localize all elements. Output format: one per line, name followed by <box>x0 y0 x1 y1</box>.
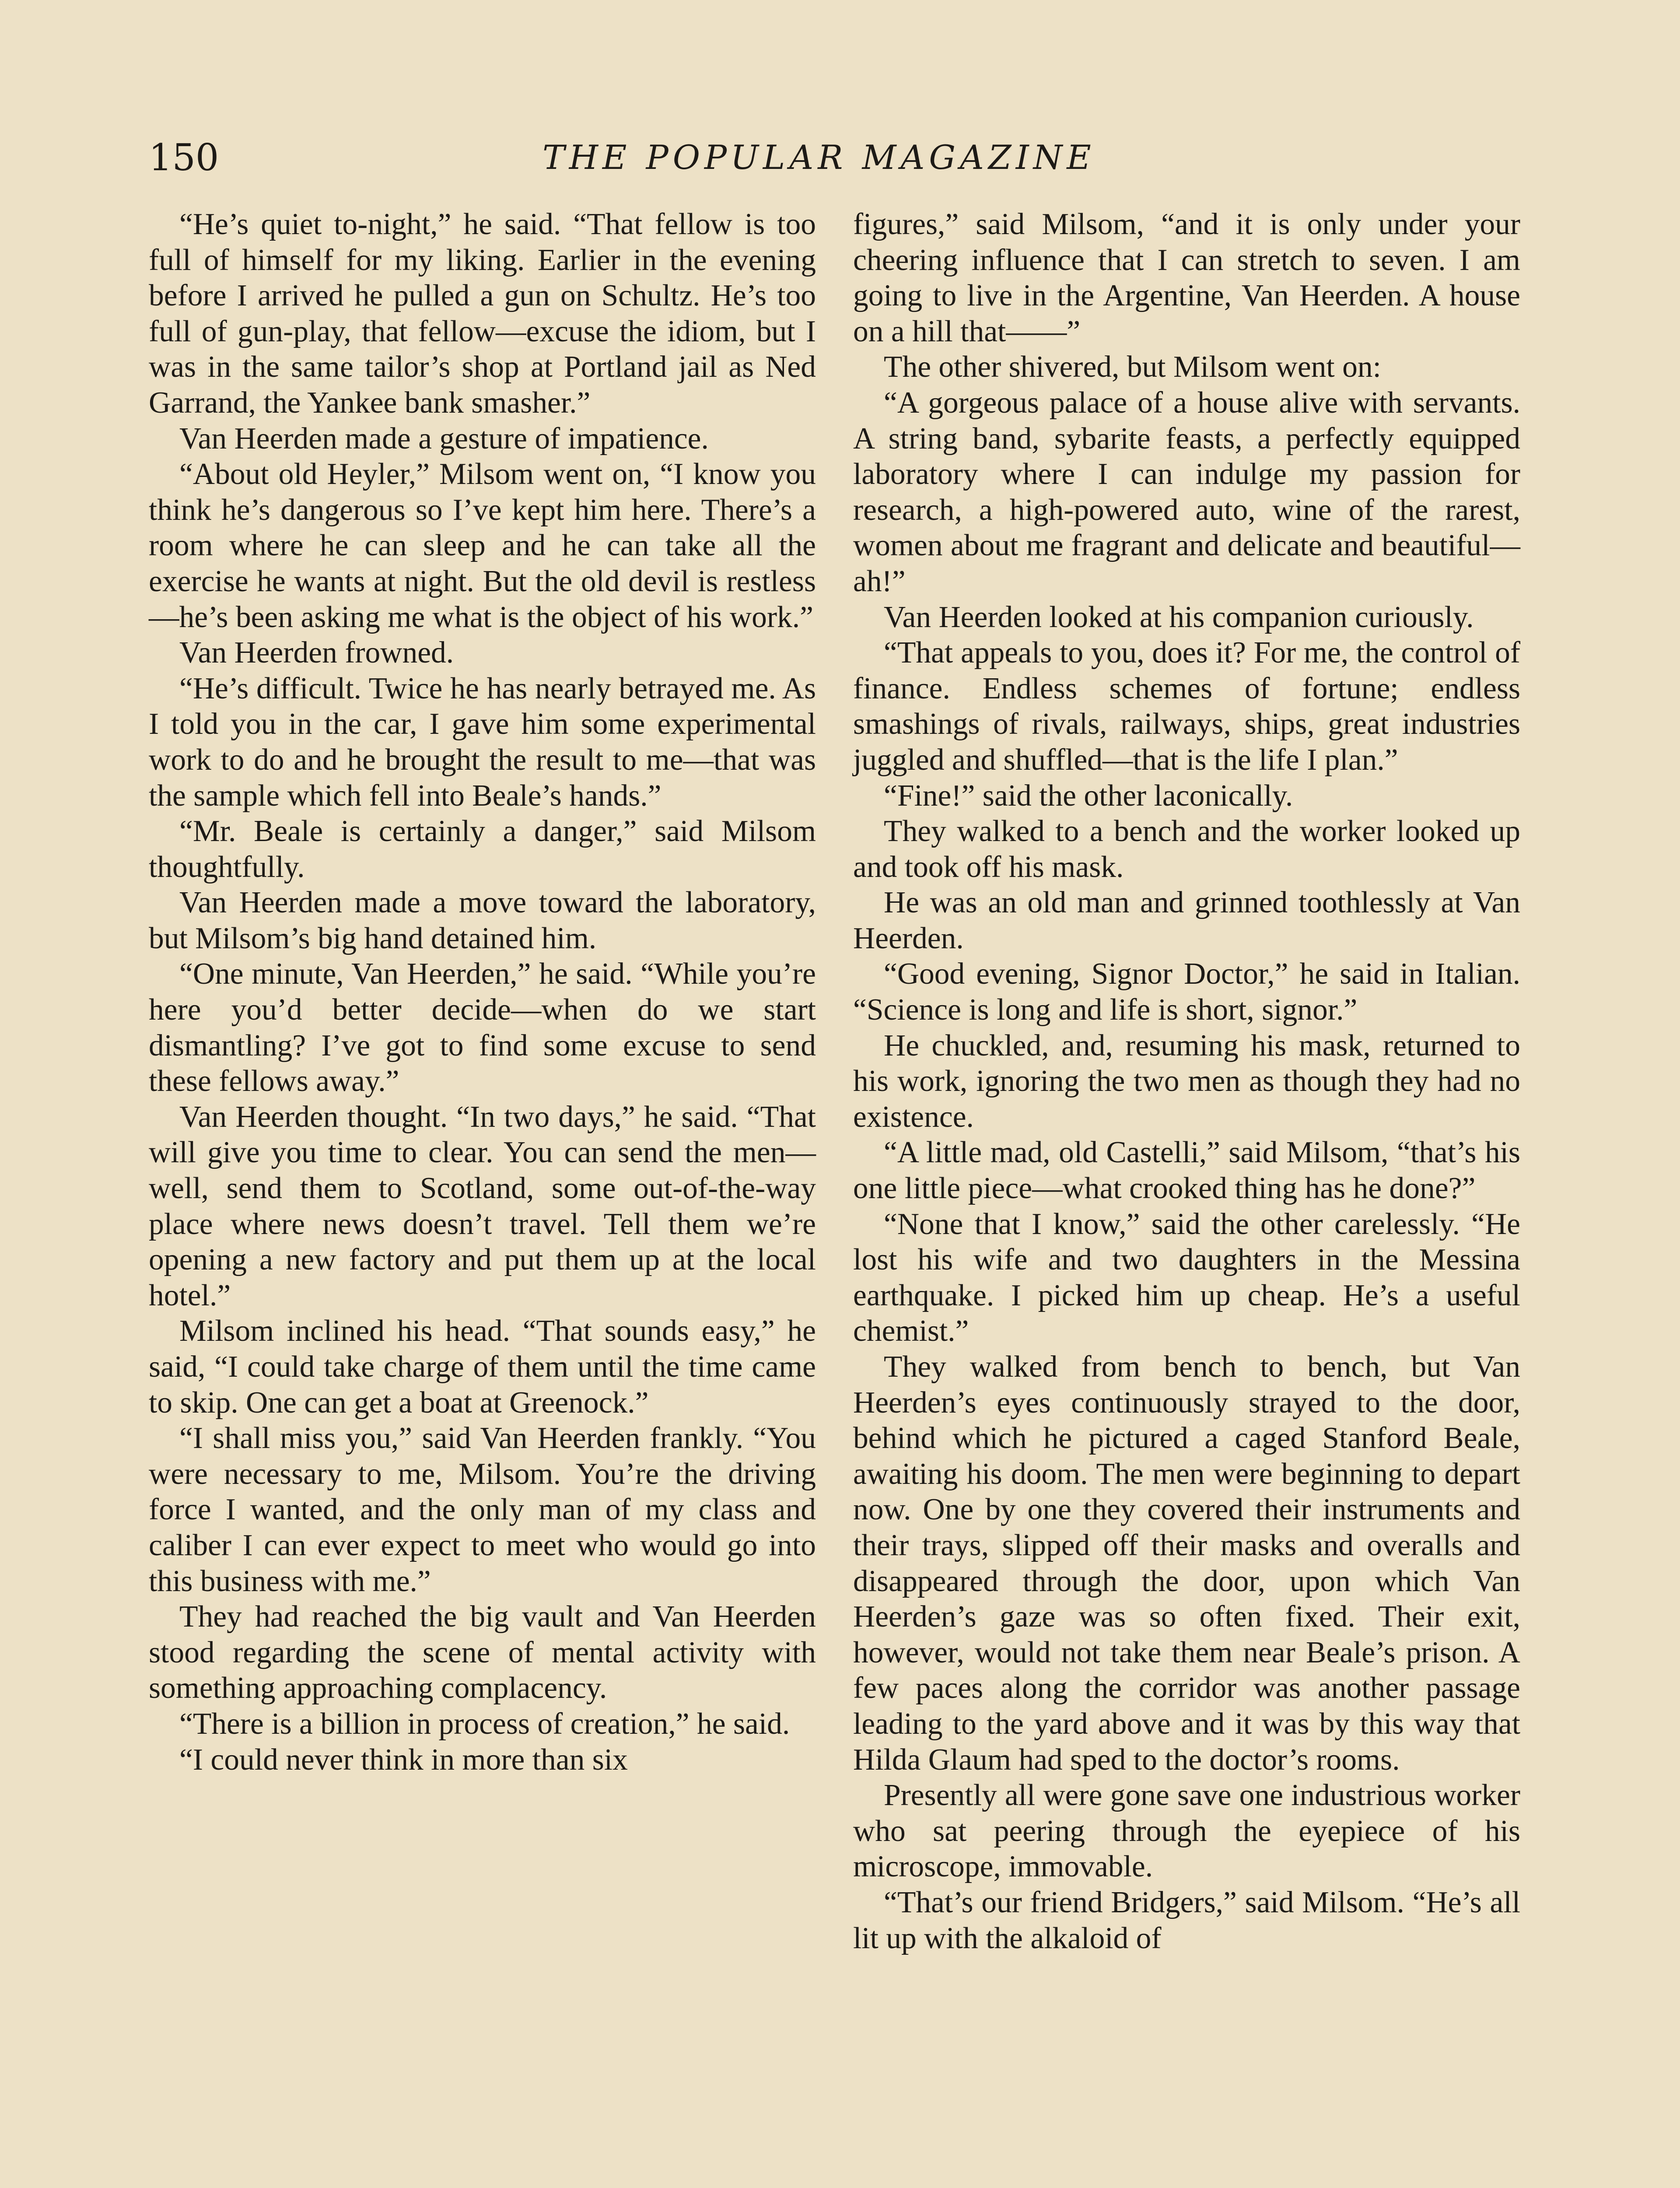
paragraph: “He’s difficult. Twice he has nearly betrayed me. As I told you in the car, I gave him some experimental work to do and he brought the result to me—that was the sample which fell into Beale’s hands.” <box>149 671 816 813</box>
paragraph: Van Heerden made a move toward the laboratory, but Milsom’s big hand detained him. <box>149 886 816 955</box>
running-head: THE POPULAR MAGAZINE <box>542 138 1096 177</box>
page-number: 150 <box>149 136 219 179</box>
paragraph: “That’s our friend Bridgers,” said Milsom. “He’s all lit up with the alkaloid of <box>853 1885 1520 1955</box>
paragraph: They walked to a bench and the worker looked up and took off his mask. <box>853 814 1520 884</box>
paragraph: “None that I know,” said the other carelessly. “He lost his wife and two daughters in the Messina earthquake. I picked him up cheap. He’s a useful chemist.” <box>853 1207 1520 1348</box>
paragraph: Milsom inclined his head. “That sounds easy,” he said, “I could take charge of them until the time came to skip. One can get a boat at Greenock.” <box>149 1314 816 1420</box>
paragraph: Van Heerden made a gesture of impatience. <box>179 421 709 456</box>
paragraph: “There is a billion in process of creation,” he said. <box>179 1707 790 1741</box>
paragraph: Presently all were gone save one industrious worker who sat peering through the eyepiece of his microscope, immovable. <box>853 1778 1520 1884</box>
paragraph: “That appeals to you, does it? For me, the control of finance. Endless schemes of fortune; endless smashings of rivals, railways, ships, great industries juggled and shuffled—that is the life I plan.” <box>853 636 1520 777</box>
paragraph: “Good evening, Signor Doctor,” he said in Italian. “Science is long and life is short, signor.” <box>853 957 1520 1027</box>
paragraph: Van Heerden frowned. <box>179 636 454 670</box>
paragraph-continued: figures,” said Milsom, “and it is only under your cheering influence that I can stretch to seven. I am going to live in the Argentine, Van Heerden. A house on a hill that——” <box>853 207 1520 348</box>
paragraph: “A gorgeous palace of a house alive with servants. A string band, sybarite feasts, a perfectly equipped laboratory where I can indulge my passion for research, a high-powered auto, wine of the rarest, women about me fragrant and delicate and beautiful—ah!” <box>853 386 1520 598</box>
paragraph: Van Heerden thought. “In two days,” he said. “That will give you time to clear. You can send the men—well, send them to Scotland, some out-of-the-way place where news doesn’t travel. Tell them we’re opening a new factory and put them up at the local hotel.” <box>149 1100 816 1312</box>
page-header <box>0 131 1680 184</box>
paragraph: “I could never think in more than six <box>179 1743 628 1777</box>
paragraph: They walked from bench to bench, but Van Heerden’s eyes continuously strayed to the door, behind which he pictured a caged Stanford Beale, awaiting his doom. The men were beginning to depart now. One by one they covered their instruments and their trays, slipped off their masks and overalls and disappeared through the door, upon which Van Heerden’s gaze was so often fixed. Their exit, however, would not take them near Beale’s prison. A few paces along the corridor was another passage leading to the yard above and it was by this way that Hilda Glaum had sped to the doctor’s rooms. <box>853 1350 1520 1777</box>
paragraph: The other shivered, but Milsom went on: <box>884 350 1381 384</box>
paragraph: “About old Heyler,” Milsom went on, “I know you think he’s dangerous so I’ve kept him here. There’s a room where he can sleep and he can take all the exercise he wants at night. But the old devil is restless—he’s been asking me what is the object of his work.” <box>149 457 816 634</box>
paragraph: He chuckled, and, resuming his mask, returned to his work, ignoring the two men as though they had no existence. <box>853 1028 1520 1134</box>
right-column <box>853 207 1520 1956</box>
paragraph: “He’s quiet to-night,” he said. “That fellow is too full of himself for my liking. Earlier in the evening before I arrived he pulled a gun on Schultz. He’s too full of gun-play, that fellow—excuse the idiom, but I was in the same tailor’s shop at Portland jail as Ned Garrand, the Yankee bank smasher.” <box>149 207 816 420</box>
left-column <box>149 207 816 1778</box>
paragraph: Van Heerden looked at his companion curiously. <box>884 600 1474 634</box>
paragraph: “Mr. Beale is certainly a danger,” said Milsom thoughtfully. <box>149 814 816 884</box>
paragraph: “A little mad, old Castelli,” said Milsom, “that’s his one little piece—what crooked thing has he done?” <box>853 1136 1520 1206</box>
paragraph: He was an old man and grinned toothlessly at Van Heerden. <box>853 886 1520 955</box>
paragraph: They had reached the big vault and Van Heerden stood regarding the scene of mental activity with something approaching complacency. <box>149 1600 816 1705</box>
paragraph: “I shall miss you,” said Van Heerden frankly. “You were necessary to me, Milsom. You’re the driving force I wanted, and the only man of my class and caliber I can ever expect to meet who would go into this business with me.” <box>149 1421 816 1598</box>
paragraph: “One minute, Van Heerden,” he said. “While you’re here you’d better decide—when do we start dismantling? I’ve got to find some excuse to send these fellows away.” <box>149 957 816 1098</box>
paragraph: “Fine!” said the other laconically. <box>884 778 1293 813</box>
